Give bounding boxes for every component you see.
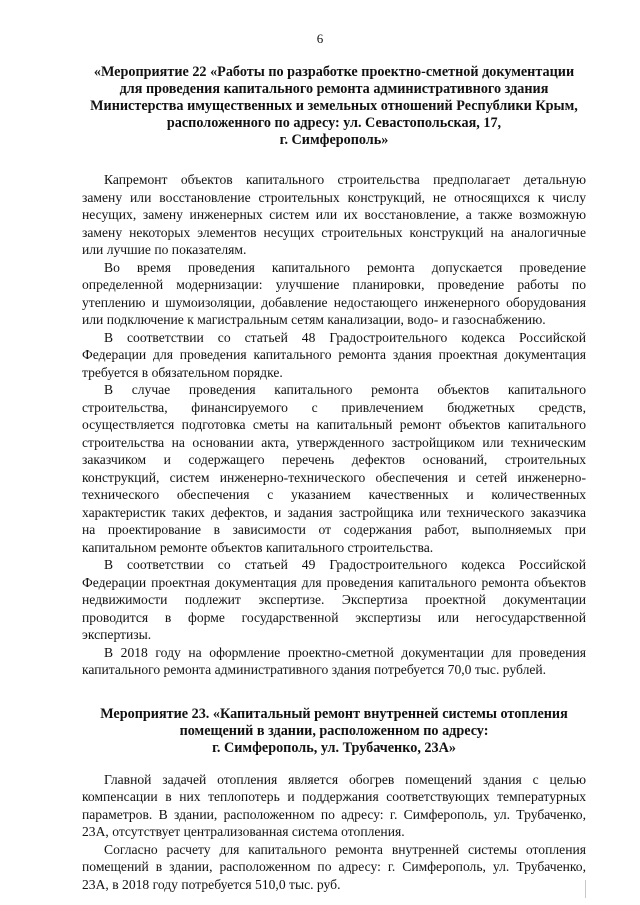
text-line: В соответствии со статьей 49 Градостроительного кодекса Российской (104, 557, 586, 572)
paragraph (82, 771, 586, 841)
section-measure-22 (82, 64, 586, 679)
text-line: 23А, в 2018 году потребуется 510,0 тыс. руб. (82, 876, 341, 892)
text-line: В соответствии со статьей 48 Градостроительного кодекса Российской (104, 329, 586, 345)
text-line: В 2018 году на оформление проектно-сметной документации для проведения (104, 644, 586, 660)
text-line: В случае проведения капитального ремонта объектов капитального (104, 382, 586, 397)
text-line: недвижимости подлежит экспертизе. Экспертиза проектной документации (82, 592, 586, 607)
text-line: утеплению и шумоизоляции, добавление недостающего инженерного оборудования (82, 294, 586, 310)
heading-line: Мероприятие 23. «Капитальный ремонт внутренней системы отопления (100, 705, 568, 722)
paragraph (82, 644, 586, 679)
text-line: определенной модернизации: улучшение планировки, проведение работы по (82, 277, 586, 292)
paragraph (82, 259, 586, 329)
text-line: Согласно расчету для капитального ремонта внутренней системы отопления (104, 841, 586, 857)
text-line: проводится в форме государственной экспертизы или негосударственной (82, 609, 586, 625)
section-measure-23 (82, 706, 586, 894)
heading-line: помещений в здании, расположенном по адресу: (179, 722, 489, 739)
heading-line: для проведения капитального ремонта административного здания (119, 81, 549, 97)
text-line: требуется в обязательном порядке. (82, 364, 283, 380)
text-line: или подключение к магистральным сетям канализации, водо- и газоснабжению. (82, 312, 546, 327)
text-line: 23А, отсутствует централизованная система отопления. (82, 824, 405, 839)
text-line: замену или восстановление строительных конструкций, не относящихся к числу (82, 189, 586, 205)
text-line: строительства на основании акта, утвержденного застройщиком или техническим (82, 434, 586, 450)
section-body (82, 171, 586, 679)
page-number: 6 (316, 31, 324, 46)
text-line: Федерации проектная документация для проведения капитального ремонта объектов (82, 574, 586, 590)
heading-line: Министерства имущественных и земельных отношений Республики Крым, (90, 98, 578, 114)
text-line: Во время проведения капитального ремонта допускается проведение (104, 259, 586, 275)
text-line: строительства, финансируемого с привлечением бюджетных средств, (82, 399, 586, 415)
heading-line: г. Симферополь» (279, 132, 389, 148)
text-line: капитальном ремонте объектов капитального строительства. (82, 539, 434, 555)
text-line: замену некоторых элементов несущих строительных конструкций на аналогичные (82, 224, 586, 240)
section-body (82, 771, 586, 894)
text-line: несущих, замену инженерных систем или их восстановление, а также возможную (82, 207, 586, 222)
text-line: характеристик таких дефектов, и задания застройщика или технического заказчика (82, 504, 586, 520)
section-heading (82, 64, 586, 149)
scan-artifact-mark (585, 880, 586, 898)
heading-line: расположенного по адресу: ул. Севастопольская, 17, (166, 115, 502, 131)
text-line: осуществляется подготовка сметы на капитальный ремонт объектов капитального (82, 417, 586, 432)
text-line: Капремонт объектов капитального строительства предполагает детальную (104, 172, 586, 187)
text-line: капитального ремонта административного здания потребуется 70,0 тыс. рублей. (82, 662, 547, 677)
text-line: конструкций, систем инженерно-технического обеспечения и сетей инженерно- (82, 469, 586, 485)
paragraph (82, 841, 586, 894)
text-line: заказчиком и содержащего перечень дефектов оснований, строительных (82, 452, 586, 467)
text-line: параметров. В здании, расположенном по адресу: г. Симферополь, ул. Трубаченко, (82, 806, 586, 822)
paragraph (82, 171, 586, 259)
heading-line: г. Симферополь, ул. Трубаченко, 23А» (212, 739, 456, 756)
heading-line: «Мероприятие 22 «Работы по разработке проектно-сметной документации (93, 64, 575, 80)
document-body (82, 64, 586, 893)
section-heading (82, 706, 586, 757)
text-line: Главной задачей отопления является обогрев помещений здания с целью (104, 771, 586, 787)
text-line: технического обеспечения с указанием качественных и количественных (82, 487, 586, 502)
text-line: Федерации для проведения капитального ремонта здания проектная документация (82, 347, 586, 362)
text-line: помещений в здании, расположенном по адресу: г. Симферополь, ул. Трубаченко, (82, 859, 586, 874)
text-line: на проектирование в зависимости от содержания работ, выполняемых при (82, 522, 586, 537)
text-line: компенсации в них теплопотерь и поддержания соответствующих температурных (82, 789, 586, 804)
paragraph (82, 329, 586, 382)
paragraph (82, 556, 586, 644)
text-line: или лучшие по показателям. (82, 242, 247, 257)
text-line: экспертизы. (82, 627, 152, 642)
paragraph (82, 381, 586, 556)
